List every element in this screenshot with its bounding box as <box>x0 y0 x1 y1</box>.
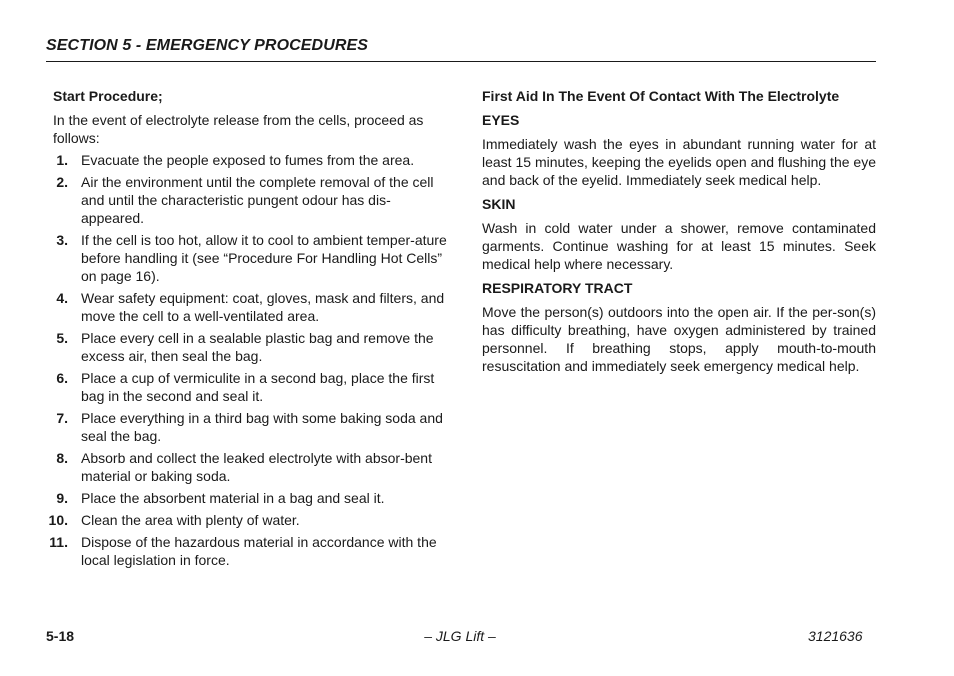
step-number: 9. <box>56 490 68 506</box>
step-text: Place every cell in a sealable plastic bag and remove the excess air, then seal the bag. <box>81 330 434 364</box>
skin-heading: SKIN <box>482 196 516 212</box>
respiratory-tract-text: Move the person(s) outdoors into the open air. If the per-son(s) has difficulty breathing, have oxygen administered by trained personnel. If breathing stops, apply mouth-to-mouth resuscitation and immediately seek emergency medical help. <box>482 304 876 374</box>
step-number: 1. <box>56 152 68 168</box>
step-text: If the cell is too hot, allow it to cool to ambient temper-ature before handling it (see “Procedure For Handling Hot Cells” on page 16). <box>81 232 447 284</box>
step-number: 5. <box>56 330 68 346</box>
procedure-steps <box>48 151 449 569</box>
step-number: 6. <box>56 370 68 386</box>
step-number: 7. <box>56 410 68 426</box>
step-text: Absorb and collect the leaked electrolyte with absor-bent material or baking soda. <box>81 450 432 484</box>
list-item <box>53 329 449 365</box>
eyes-heading: EYES <box>482 112 520 128</box>
section-header <box>46 36 876 62</box>
list-item <box>53 369 449 405</box>
list-item <box>53 231 449 285</box>
left-column <box>48 87 449 573</box>
list-item <box>53 449 449 485</box>
step-text: Place everything in a third bag with some baking soda and seal the bag. <box>81 410 443 444</box>
step-number: 8. <box>56 450 68 466</box>
step-number: 2. <box>56 174 68 190</box>
right-column <box>482 87 876 375</box>
step-text: Place a cup of vermiculite in a second bag, place the first bag in the second and seal it. <box>81 370 435 404</box>
list-item <box>48 511 449 529</box>
list-item <box>53 289 449 325</box>
start-procedure-intro: In the event of electrolyte release from the cells, proceed as follows: <box>53 112 424 146</box>
section-title: SECTION 5 - EMERGENCY PROCEDURES <box>46 37 369 54</box>
list-item <box>53 173 449 227</box>
list-item <box>53 409 449 445</box>
first-aid-heading: First Aid In The Event Of Contact With The Electrolyte <box>482 88 840 104</box>
start-procedure-heading: Start Procedure; <box>53 88 163 104</box>
step-text: Air the environment until the complete removal of the cell and until the characteristic pungent odour has dis-appeared. <box>81 174 434 226</box>
step-text: Clean the area with plenty of water. <box>81 512 300 528</box>
eyes-text: Immediately wash the eyes in abundant running water for at least 15 minutes, keeping the eyelids open and flushing the eye and back of the eyelid. Immediately seek medical help. <box>482 136 876 188</box>
respiratory-tract-heading: RESPIRATORY TRACT <box>482 280 633 296</box>
step-number: 10. <box>48 512 68 528</box>
step-text: Dispose of the hazardous material in accordance with the local legislation in force. <box>81 534 437 568</box>
step-text: Place the absorbent material in a bag and seal it. <box>81 490 385 506</box>
footer-brand: – JLG Lift – <box>424 628 496 644</box>
list-item <box>53 151 449 169</box>
step-text: Evacuate the people exposed to fumes from the area. <box>81 152 415 168</box>
list-item <box>49 533 449 569</box>
document-number: 3121636 <box>808 628 863 644</box>
step-text: Wear safety equipment: coat, gloves, mask and filters, and move the cell to a well-ventilated area. <box>81 290 445 324</box>
step-number: 4. <box>56 290 68 306</box>
list-item <box>53 489 449 507</box>
step-number: 3. <box>56 232 68 248</box>
step-number: 11. <box>49 534 68 550</box>
page-number: 5-18 <box>46 628 75 644</box>
skin-text: Wash in cold water under a shower, remove contaminated garments. Continue washing for at least 15 minutes. Seek medical help where necessary. <box>482 220 876 272</box>
